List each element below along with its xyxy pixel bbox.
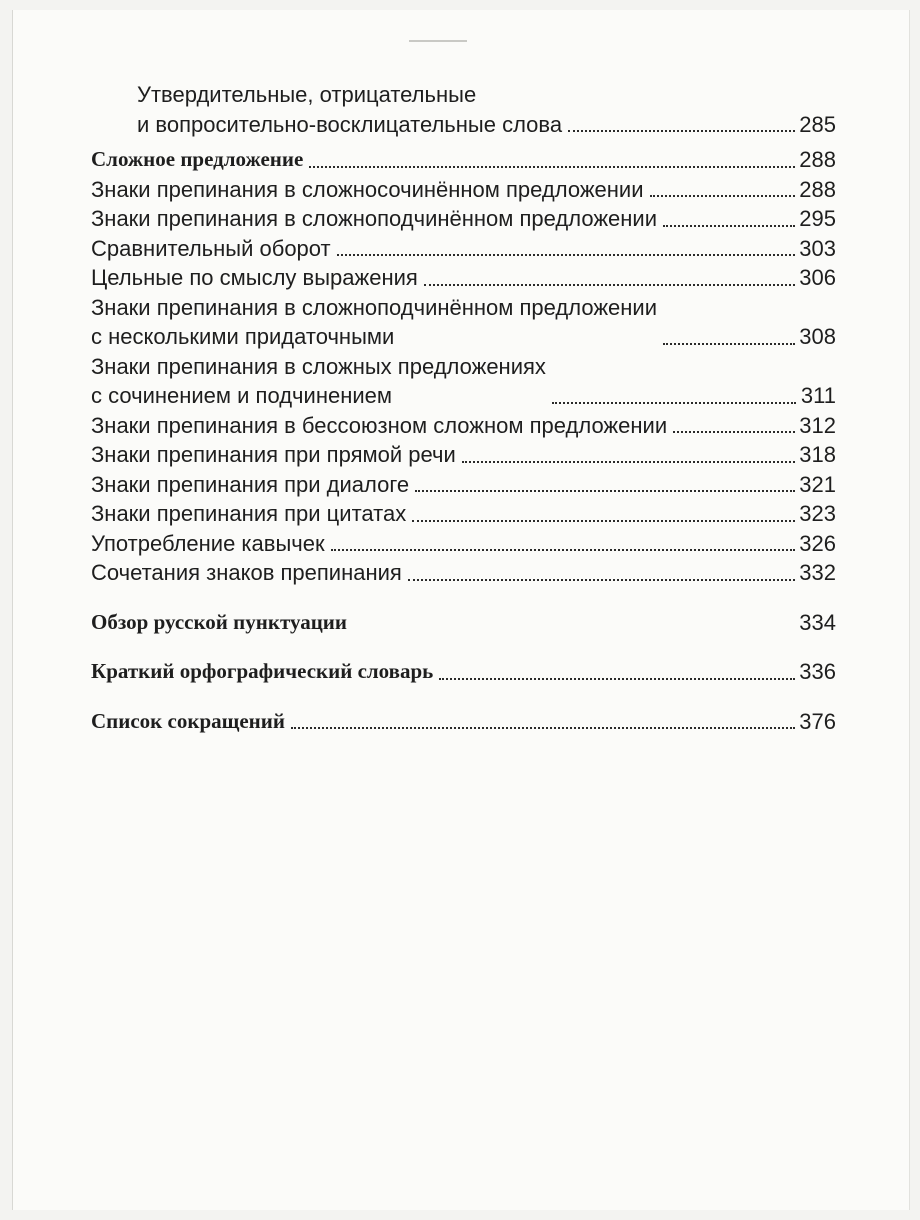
toc-page-number: 321	[799, 471, 836, 497]
toc-entry	[91, 234, 836, 264]
dot-leader	[568, 130, 795, 132]
toc-entry	[91, 204, 836, 234]
toc-entry-line: с несколькими придаточными	[91, 324, 395, 349]
toc-entry	[91, 608, 836, 638]
toc-entry-title	[91, 145, 303, 175]
toc-entry-title	[91, 352, 546, 411]
toc-entry-line: Список сокращений	[91, 708, 285, 733]
toc-entry-title	[91, 470, 409, 500]
dot-leader	[408, 579, 795, 581]
toc-entry-line: Сочетания знаков препинания	[91, 560, 402, 585]
dot-leader	[439, 678, 795, 680]
toc-entry-title	[91, 499, 406, 529]
table-of-contents	[91, 80, 836, 736]
page-top-mark	[409, 40, 467, 42]
toc-entry-line: Знаки препинания в сложноподчинённом предложении	[91, 206, 658, 231]
toc-entry	[91, 263, 836, 293]
toc-page-number: 288	[799, 147, 836, 172]
toc-entry-line: и вопросительно-восклицательные слова	[137, 111, 563, 137]
toc-entry-title	[91, 657, 433, 687]
dot-leader	[415, 490, 795, 492]
dot-leader	[309, 166, 795, 168]
toc-entry-title	[91, 707, 285, 737]
toc-entry-title	[91, 558, 402, 588]
toc-entry	[91, 499, 836, 529]
toc-entry	[91, 293, 836, 352]
toc-entry	[91, 470, 836, 500]
toc-page-number: 285	[799, 111, 836, 137]
toc-entry-title	[91, 529, 325, 559]
toc-entry	[91, 657, 836, 687]
toc-entry-line: Обзор русской пунктуации	[91, 609, 348, 634]
toc-page-number: 311	[800, 383, 836, 408]
dot-leader	[552, 402, 796, 404]
toc-entry-line: Утвердительные, отрицательные	[137, 82, 477, 107]
toc-page-number: 318	[799, 442, 836, 467]
toc-entry-line: Краткий орфографический словарь	[91, 659, 434, 683]
book-page	[12, 10, 910, 1210]
dot-leader	[424, 284, 795, 286]
toc-page-number: 323	[799, 501, 836, 526]
toc-page-number: 334	[799, 609, 836, 635]
toc-entry	[91, 175, 836, 205]
dot-leader	[663, 343, 795, 345]
toc-page-number: 326	[799, 530, 836, 556]
toc-entry-title	[91, 263, 418, 293]
toc-entry-line: Знаки препинания при цитатах	[91, 501, 407, 526]
toc-entry-title	[91, 204, 657, 234]
toc-entry-title	[91, 234, 331, 264]
toc-entry-line: Сложное предложение	[91, 147, 304, 171]
toc-entry	[91, 352, 836, 411]
toc-page-number: 303	[799, 235, 836, 261]
toc-entry-line: Знаки препинания в сложных предложениях	[91, 353, 546, 379]
toc-entry	[91, 145, 836, 175]
toc-entry	[91, 411, 836, 441]
toc-entry	[91, 529, 836, 559]
toc-page-number: 376	[799, 708, 836, 734]
toc-entry	[91, 558, 836, 588]
toc-page-number: 306	[799, 265, 836, 290]
toc-page-number: 295	[799, 206, 836, 231]
dot-leader	[412, 520, 795, 522]
toc-entry-line: Цельные по смыслу выражения	[91, 265, 418, 290]
toc-page-number: 336	[799, 659, 836, 684]
dot-leader	[331, 549, 796, 551]
toc-page-number: 332	[799, 560, 836, 585]
toc-entry-title	[91, 608, 347, 638]
toc-entry-title	[91, 175, 644, 205]
toc-entry-title	[91, 411, 667, 441]
toc-entry-title	[91, 440, 456, 470]
toc-entry-line: с сочинением и подчинением	[91, 383, 392, 408]
dot-leader	[673, 431, 795, 433]
toc-entry-line: Знаки препинания при прямой речи	[91, 442, 456, 467]
toc-entry-line: Сравнительный оборот	[91, 235, 331, 261]
dot-leader	[663, 225, 795, 227]
dot-leader	[291, 727, 795, 729]
toc-entry-line: Знаки препинания при диалоге	[91, 471, 410, 497]
toc-entry	[91, 707, 836, 737]
toc-entry-line: Употребление кавычек	[91, 530, 325, 556]
toc-page-number: 288	[799, 176, 836, 202]
toc-entry-title	[91, 80, 562, 139]
toc-entry	[91, 80, 836, 139]
dot-leader	[462, 461, 796, 463]
toc-entry-title	[91, 293, 657, 352]
toc-entry-line: Знаки препинания в бессоюзном сложном предложении	[91, 412, 668, 438]
dot-leader	[337, 254, 796, 256]
dot-leader	[650, 195, 796, 197]
toc-entry-line: Знаки препинания в сложноподчинённом предложении	[91, 294, 658, 320]
toc-entry	[91, 440, 836, 470]
toc-page-number: 312	[799, 412, 836, 438]
toc-entry-line: Знаки препинания в сложносочинённом предложении	[91, 176, 644, 202]
toc-page-number: 308	[799, 324, 836, 349]
